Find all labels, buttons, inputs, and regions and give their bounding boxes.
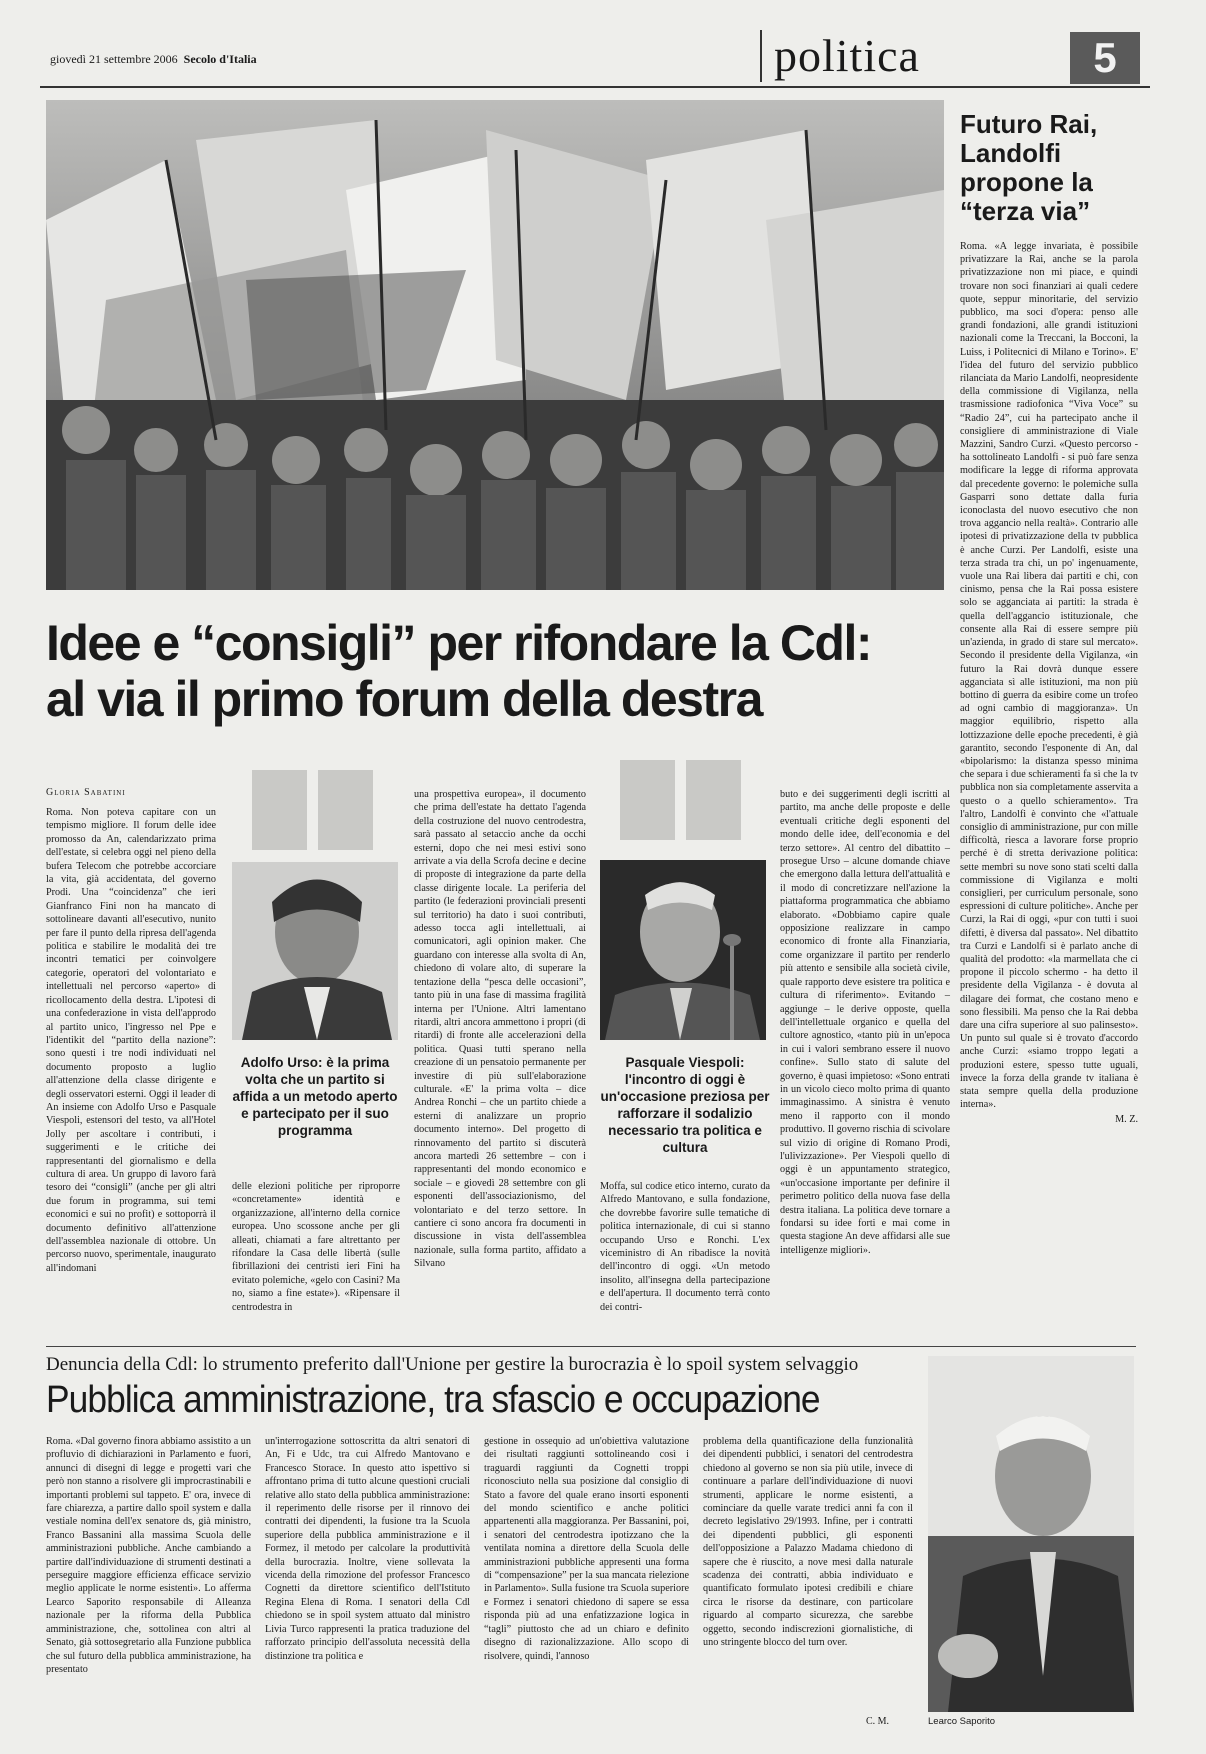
photo-credit: Learco Saporito bbox=[928, 1716, 996, 1727]
urso-portrait bbox=[232, 862, 398, 1040]
sidebar-article bbox=[960, 110, 1138, 1290]
header-rule bbox=[40, 86, 1150, 88]
bottom-kicker: Denuncia della Cdl: lo strumento preferito dall'Unione per gestire la burocrazia è lo spoil system selvaggio bbox=[46, 1354, 859, 1375]
article-column-4-bottom: Moffa, sul codice etico interno, curato da Alfredo Mantovano, e sulla fondazione, che dovrebbe favorire sulle tematiche di politica internazionale, di cui si stanno occupando Urso e Ronchi. L'ex viceministro di An ribadisce la novità dell'incontro di oggi. «Un metodo insolito, all'insegna della partecipazione e dell'apertura. Il documento terrà conto dei contri- bbox=[600, 1181, 770, 1313]
caption-urso: Adolfo Urso: è la prima volta che un partito si affida a un metodo aperto e partecipato per il suo programma bbox=[232, 1055, 398, 1138]
page-number: 5 bbox=[1070, 32, 1140, 84]
headline-line-1: Idee e “consigli” per rifondare la Cdl: bbox=[46, 615, 872, 671]
article-column-1: Roma. Non poteva capitare con un tempismo migliore. Il forum delle idee promosso da An, calendarizzato prima dell'estate, si celebra oggi nel pieno della bufera Telecom che potrebbe accorciare la vita, già accidentata, del governo Prodi. Una “coincidenza” che ieri Gianfranco Fini non ha mancato di sottolineare davanti all'esecutivo, nunito per fare il punto della ripresa dell'agenda politica e stabilire le modalità dei tre incontri tematici per coinvolgere categorie, operatori del volontariato e intellettuali nel percorso «aperto» di ricollocamento della destra. L'ipotesi di una confederazione in vista dell'approdo al partito unico, l'ingresso nel Ppe e l'identikit del “partito della nazione”: sono questi i tre nodi individuati nel documento proposto a luglio all'attenzione della classe dirigente e degli osservatori esterni. Oggi il leader di An insieme con Adolfo Urso e Pasquale Viespoli, estensori del testo, va all'Hotel Jolly per ascoltare i contributi, i suggerimenti e le critiche dei rappresentanti del giornalismo e della cultura di area. Un gruppo di lavoro farà tesoro dei “consigli” (anche per gli altri due forum in programma, sui temi economici e sui no profit) e sottoporrà il documento definitivo all'attenzione dell'assemblea nazionale di ottobre. Un percorso nuovo, sperimentale, inaugurato all'indomani bbox=[46, 807, 216, 1274]
rally-photo bbox=[46, 100, 944, 590]
sidebar-body: Roma. «A legge invariata, è possibile privatizzare la Rai, anche se la parola privatizzazione non mi piace, e quindi trovare non soci finanziari ai quali cedere quote, seppur minoritarie, del servizio pubblico, ma soci d'opera: penso alle grandi fondazioni, alle grandi istituzioni nazionali come la Treccani, la Bocconi, la Luiss, i Politecnici di Milano e Torino». E' l'idea del futuro del servizio pubblico rilanciata da Mario Landolfi, neopresidente della commissione di Vigilanza, nella trasmissione radiofonica “Viva Voce” su “Radio 24”, cui ha partecipato anche il consigliere di amministrazione di Viale Mazzini, Sandro Curzi. «Questo percorso - ha sottolineato Landolfi - si può fare senza modificare la legge di riforma approvata dal precedente governo: le polemiche sulla Gasparri sono dettate dalla furia iconoclasta del nuovo esecutivo che non trova aggancio nella realtà». Contrario alle ipotesi di privatizzazione della tv pubblica è anche Curzi. Per Landolfi, esiste una terza strada tra chi, un po' ingenuamente, vuole una Rai libera dai partiti e chi, con cinismo, pensa che la Rai possa esistere solo se agganciata ai partiti: la strada è quella dell'aggancio istituzionale, che consente alla Rai di essere sempre più un'azienda, in grado di stare sul mercato». Secondo il presidente della Vigilanza, «in futuro la Rai dovrà dunque essere agganciata sì alle istituzioni, ma non più bottino di guerra da esibire come un trofeo ad ogni cambio di maggioranza». Un maggior equilibrio, rispetto alla lottizzazione delle epoche precedenti, è già garantito, secondo l'esponente di An, dal «bipolarismo: la distanza spesso minima che separa i due schieramenti fa sì che la tv pubblica non sia completamente asservita a questo o a quello schieramento». Tra l'altro, Landolfi è convinto che «l'attuale consiglio di amministrazione, pur con mille difficoltà, riesca a lavorare forse proprio perché è di stretta derivazione politica: sette membri su nove sono stati scelti dalla commissione di Vigilanza e molti consiglieri, per curriculum personale, sono espressioni di culture politiche». Anche per Curzi, la Rai di oggi, «pur con tutti i suoi difetti, è diversa dal passato». Nel dibattito tra Curzi e Landolfi si è parlato anche di qualità del prodotto: «la marmellata che ci propone il piccolo schermo - ha detto il presidente della Vigilanza - è dovuta al dilagare dei format, che costano meno e sono flessibili. Ma penso che la Rai debba dare una cifra superiore al suo palinsesto». Un punto sul quale si è trovato d'accordo anche Curzi: «siamo troppo legati a produzioni estere, spesso tutte uguali, invece la forza della grande tv italiana è stata sempre quella della produzione interna». bbox=[960, 241, 1138, 1111]
newspaper-name: Secolo d'Italia bbox=[183, 52, 257, 66]
page-header bbox=[40, 30, 1190, 90]
issue-date: giovedì 21 settembre 2006 Secolo d'Italia bbox=[50, 52, 257, 66]
saporito-photo bbox=[928, 1356, 1134, 1712]
byline: Gloria Sabatini bbox=[46, 787, 126, 798]
article-column-2-bottom: delle elezioni politiche per riproporre «concretamente» identità e organizzazione, all'interno della cornice europea. Uno scossone anche per gli alleati, chiamati a fare altrettanto per rifondare la Casa delle libertà (sulle fibrillazioni dei centristi ieri Fini ha evitato polemiche, «gelo con Casini? Ma no, siamo a fine estate»). «Ripensare il centrodestra in bbox=[232, 1181, 400, 1313]
bottom-signature: C. M. bbox=[866, 1716, 890, 1727]
article-column-3: una prospettiva europea», il documento che prima dell'estate ha dettato l'agenda della costruzione del nuovo centrodestra, sarà passato al setaccio anche da occhi esterni, dopo che nei mesi estivi sono arrivate a via della Scrofa decine e decine di proposte di integrazione da parte della classe dirigente locale. La periferia del partito (le federazioni provinciali presenti sul territorio) ha dato i suoi contributi, adesso tocca agli intellettuali, ai comunicatori, agli opinion maker. Che guardano con interesse alla svolta di An, chiedono di volare alto, di superare la tentazione della “pesca delle occasioni”, tanto più in una fase di massima fragilità interna per l'Unione. Altri lamentano ritardi, altri ancora ammettono i propri (di ritardi) di fronte alle accelerazioni della politica. Quasi tutti sperano nella creazione di un pensatoio permanente per investire di più sull'elaborazione culturale. «E' la prima volta – dice Andrea Ronchi – che un partito chiede a esterni di analizzare un proprio documento interno». Del progetto di rinnovamento del partito si discuterà ancora martedì 26 settembre – con i rappresentanti del mondo economico e sociale – e giovedì 28 settembre con gli esponenti dell'associazionismo, del volontariato e del terzo settore. In cantiere ci sono ancora fra documenti in discussione in vista dell'assemblea nazionale, sulla forma partito, affidato a Silvano bbox=[414, 789, 586, 1270]
sidebar-signature: M. Z. bbox=[1115, 1114, 1138, 1126]
caption-viespoli: Pasquale Viespoli: l'incontro di oggi è un'occasione preziosa per rafforzare il sodalizio necessario tra politica e cultura bbox=[600, 1055, 770, 1155]
quote-mark-right-a bbox=[620, 760, 675, 840]
bottom-column-4: problema della quantificazione della funzionalità dei dipendenti pubblici, i senatori del centrodestra chiedono al governo se non sia più utile, invece di continuare a parlare dell'individuazione di nuovi strumenti, applicare le norme esistenti, a cominciare da quelle varate tredici anni fa con il decreto legislativo 29/1993. Infine, per i contratti dei dipendenti pubblici, gli esponenti dell'opposizione a Palazzo Madama chiedono di sapere che è riuscito, a nove mesi dalla naturale scadenza dei contratti, abbia individuato e quantificato formulato ipotesi credibili e chiare circa le risorse da destinare, con particolare riguardo al comparto sicurezza, che sarebbe oggetto, secondo indiscrezioni giornalistiche, di uno stringente blocco del turn over. bbox=[703, 1436, 913, 1649]
bottom-column-1: Roma. «Dal governo finora abbiamo assistito a un profluvio di dichiarazioni in Parlamento e fuori, annunci di disegni di legge e progetti vari che però non stanno a risolvere gli improcrastinabili e importanti problemi sul tappeto. E' ora, invece di fare chiarezza, a partire dallo spoil system e dalla vestiale nomina dell'ex senatore ds, già ministro, Franco Bassanini alla massima Scuola delle amministrazioni pubbliche. Anche cambiando a partire dall'individuazione di strumenti destinati a perseguire maggiore efficienza efficace servizio meglio applicate le norme esistenti». Lo afferma Learco Saporito responsabile di Alleanza nazionale per la riforma della Pubblica amministrazione, che, sottolinea con altri al Senato, già sottosegretario alla Funzione pubblica che sul futuro della pubblica amministrazione, ha presentato bbox=[46, 1436, 251, 1675]
article-column-5: buto e dei suggerimenti degli iscritti al partito, ma anche delle proposte e delle eventuali critiche degli esponenti del mondo delle idee, dell'economia e del terzo settore». Al centro del dibattito – prosegue Urso – alcune domande chiave che emergono dalla lettura dell'attualità e il modo di concretizzare nell'azione la piattaforma programmatica che abbiamo elaborato. «Dobbiamo capire quale opposizione realizzare in campo economico di fronte alla Finanziaria, come organizzare il partito per renderlo più attento e sensibile alla società civile, quale rapporto deve esistere tra politica e cultura di riferimento». Evitando – aggiunge – le derive opposte, quella dell'intellettuale organico e quella del cultore agnostico, «tanto più in un'epoca in cui i valori sembrano essere il nuovo confine». Sullo stato di salute del governo, è quasi impietoso: «Sono entrati in un vicolo cieco molto prima di quanto immaginassimo. A sinistra è venuto meno il rapporto con il mondo produttivo. Il governo rischia di scivolare sul vizio di origine di Romano Prodi, l'ulivizzazione». Per Viespoli quello di oggi è un appuntamento strategico, «un'occasione importante per definire il perimetro politico della nuova fase della destra italiana. La politica deve tornare a fondarsi su idee forti e mai come in questa stagione An deve affidarsi alle sue intelligenze migliori». bbox=[780, 789, 950, 1256]
section-divider bbox=[46, 1346, 1136, 1347]
sidebar-title: Futuro Rai, Landolfi propone la “terza via” bbox=[960, 109, 1098, 226]
headline-line-2: al via il primo forum della destra bbox=[46, 671, 762, 727]
section-title: politica bbox=[760, 30, 920, 82]
main-headline bbox=[46, 615, 946, 727]
quote-mark-left-a bbox=[252, 770, 307, 850]
quote-mark-right-b bbox=[686, 760, 741, 840]
bottom-column-3: gestione in ossequio ad un'obiettiva valutazione dei risultati raggiunti sottolineando così i traguardi raggiunti da Cognetti troppi riconosciuto nella sua posizione dal consiglio di Stato a favore del quale erano insorti esponenti del mondo scientifico e anche politici appartenenti alla maggioranza. Per Bassanini, poi, i senatori del centrodestra ipotizzano che la ventilata nomina a direttore della Scuola delle amministrazioni pubbliche appresenti una forma di “compensazione” per la sua mancata rielezione in Parlamento». Sulla fusione tra Scuola superiore e Formez i senatori chiedono di sapere se essa risponda più ad una enfatizzazione logica in “tagli” piuttosto che ad un chiaro e definito disegno di razionalizzazione. Allo scopo di risolvere, quindi, l'annoso bbox=[484, 1436, 689, 1662]
bottom-headline: Pubblica amministrazione, tra sfascio e occupazione bbox=[46, 1379, 820, 1421]
bottom-column-2: un'interrogazione sottoscritta da altri senatori di An, Fi e Udc, tra cui Alfredo Mantovano e Francesco Storace. In questo atto ispettivo si affrontano prima di tutto alcune questioni cruciali relative allo stato della pubblica amministrazione: il reperimento delle risorse per il rinnovo dei contratti dei dipendenti, la fusione tra la Scuola superiore della pubblica amministrazione e il Formez, il metodo per calcolare la produttività della burocrazia. Inoltre, viene sollevata la vicenda della rimozione del professor Francesco Cognetti da direttore scientifico dell'Istituto Regina Elena di Roma. I senatori della Cdl chiedono se in spoil system attuato dal ministro Livia Turco rappresenti la pratica traduzione del rafforzato principio dell'assoluta necessità della distinzione tra politica e bbox=[265, 1436, 470, 1662]
quote-mark-left-b bbox=[318, 770, 373, 850]
viespoli-portrait bbox=[600, 860, 766, 1040]
